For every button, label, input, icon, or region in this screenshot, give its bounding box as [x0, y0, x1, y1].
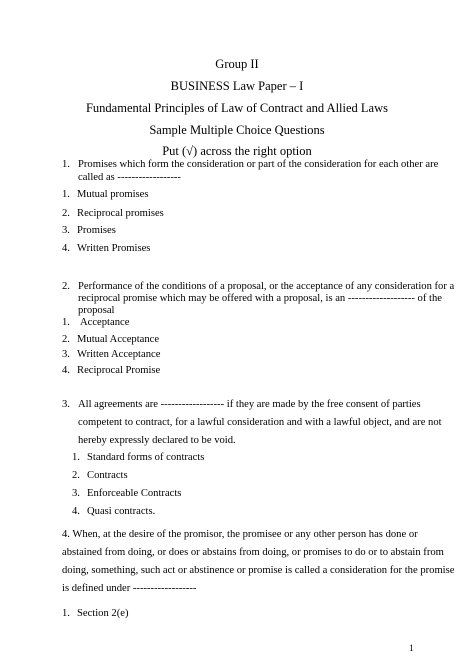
question-number: 3. — [62, 399, 70, 410]
question-text-line: proposal — [78, 305, 115, 316]
paper-heading: BUSINESS Law Paper – I — [170, 79, 304, 93]
option-text: Reciprocal promises — [77, 208, 164, 219]
option-text: Written Acceptance — [77, 349, 161, 360]
question-text-line: is defined under ------------------ — [62, 583, 197, 594]
option-text: Enforceable Contracts — [87, 488, 182, 499]
option-number: 2. — [72, 470, 80, 481]
option-text: Acceptance — [80, 317, 130, 328]
option-number: 4. — [72, 506, 80, 517]
question-text-line: abstained from doing, or does or abstains from doing, or promises to do or to abstain from — [62, 547, 444, 558]
option-text: Mutual Acceptance — [77, 334, 160, 345]
option-number: 3. — [72, 488, 80, 499]
question-text-line: called as ------------------ — [78, 172, 181, 183]
group-heading: Group II — [215, 57, 259, 71]
option-number: 3. — [62, 349, 70, 360]
option-number: 1. — [72, 452, 80, 463]
option-text: Promises — [77, 225, 116, 236]
option-text: Standard forms of contracts — [87, 452, 205, 463]
option-number: 4. — [62, 365, 70, 376]
option-number: 1. — [62, 317, 70, 328]
instruction-heading: Put (√) across the right option — [162, 144, 312, 158]
question-text-line: Performance of the conditions of a proposal, or the acceptance of any consideration for a — [78, 281, 455, 292]
question-text-line: competent to contract, for a lawful consideration and with a lawful object, and are not — [78, 417, 442, 428]
page-number: 1 — [409, 644, 414, 654]
question-number: 1. — [62, 159, 70, 170]
question-text-line: reciprocal promise which may be offered with a proposal, is an ------------------- of the — [78, 293, 442, 304]
option-text: Reciprocal Promise — [77, 365, 161, 376]
question-text-line: All agreements are ------------------ if they are made by the free consent of parties — [78, 399, 421, 410]
option-text: Quasi contracts. — [87, 506, 156, 517]
type-heading: Sample Multiple Choice Questions — [149, 123, 325, 137]
option-text: Mutual promises — [77, 189, 149, 200]
option-number: 4. — [62, 243, 70, 254]
option-text: Section 2(e) — [77, 608, 129, 619]
question-text-line: Promises which form the consideration or part of the consideration for each other are — [78, 159, 439, 170]
question-text-line: 4. When, at the desire of the promisor, the promisee or any other person has done or — [62, 529, 418, 540]
option-number: 2. — [62, 208, 70, 219]
option-number: 3. — [62, 225, 70, 236]
question-text-line: doing, something, such act or abstinence or promise is called a consideration for the promise — [62, 565, 455, 576]
option-text: Contracts — [87, 470, 128, 481]
option-number: 2. — [62, 334, 70, 345]
question-number: 2. — [62, 281, 70, 292]
subject-heading: Fundamental Principles of Law of Contract and Allied Laws — [85, 101, 388, 115]
option-text: Written Promises — [77, 243, 151, 254]
question-text-line: hereby expressly declared to be void. — [78, 435, 236, 446]
option-number: 1. — [62, 189, 70, 200]
option-number: 1. — [62, 608, 70, 619]
